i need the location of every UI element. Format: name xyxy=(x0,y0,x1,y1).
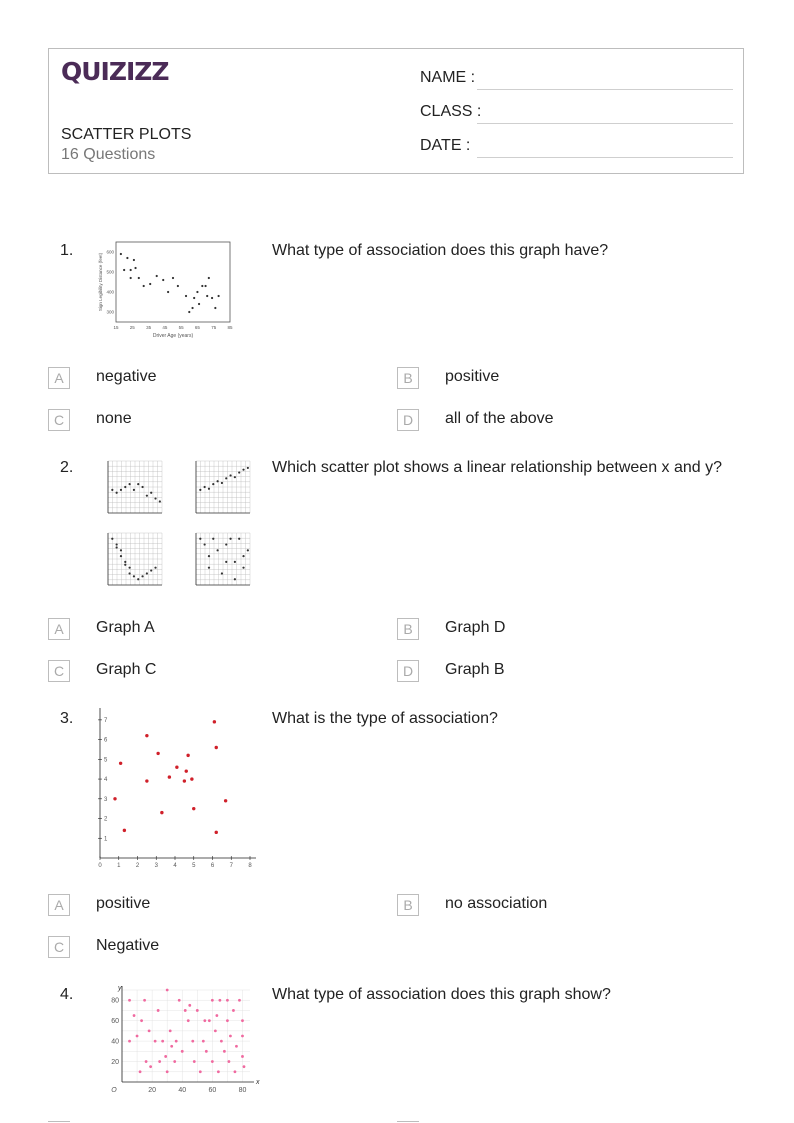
data-point xyxy=(193,1060,196,1063)
data-point xyxy=(215,746,218,749)
data-point xyxy=(234,1070,237,1073)
data-point xyxy=(204,285,206,287)
data-point xyxy=(199,489,201,491)
data-point xyxy=(220,1040,223,1043)
question-3-scatter-plot xyxy=(92,706,258,872)
data-point xyxy=(206,295,208,297)
data-point xyxy=(234,476,236,478)
data-point xyxy=(208,488,210,490)
x-tick-label: 85 xyxy=(227,325,233,330)
data-point xyxy=(229,474,231,476)
option-letter-box[interactable]: A xyxy=(48,367,70,389)
data-point xyxy=(130,277,132,279)
data-point xyxy=(208,567,210,569)
data-point xyxy=(192,807,195,810)
data-point xyxy=(185,769,188,772)
x-tick-label: 1 xyxy=(117,863,121,869)
question-number: 3. xyxy=(60,710,74,727)
y-tick-label: 20 xyxy=(111,1059,119,1067)
data-point xyxy=(229,538,231,540)
data-point xyxy=(184,1009,187,1012)
data-point xyxy=(116,492,118,494)
data-point xyxy=(221,482,223,484)
y-axis-label: Sign Legibility Distance (feet) xyxy=(98,252,103,312)
data-point xyxy=(149,1065,152,1068)
data-point xyxy=(204,486,206,488)
data-point xyxy=(224,799,227,802)
data-point xyxy=(234,578,236,580)
data-point xyxy=(133,1014,136,1017)
x-tick-label: 3 xyxy=(154,863,158,869)
data-point xyxy=(111,489,113,491)
data-point xyxy=(120,555,122,557)
data-point xyxy=(226,999,229,1002)
option-letter-box[interactable]: D xyxy=(397,660,419,682)
data-point xyxy=(188,311,190,313)
data-point xyxy=(124,486,126,488)
data-point xyxy=(241,1035,244,1038)
data-point xyxy=(146,572,148,574)
data-point xyxy=(208,555,210,557)
x-tick-label: 40 xyxy=(178,1087,187,1094)
question-number: 4. xyxy=(60,986,74,1003)
data-point xyxy=(203,1019,206,1022)
data-point xyxy=(170,1045,173,1048)
x-tick-label: 20 xyxy=(148,1087,157,1094)
data-point xyxy=(196,291,198,293)
question-1-scatter-plot xyxy=(96,238,236,342)
data-point xyxy=(160,811,163,814)
option-text[interactable]: Graph A xyxy=(96,619,155,636)
data-point xyxy=(247,467,249,469)
data-point xyxy=(181,1050,184,1053)
option-letter-box[interactable]: C xyxy=(48,660,70,682)
data-point xyxy=(221,572,223,574)
data-point xyxy=(205,1050,208,1053)
data-point xyxy=(191,1040,194,1043)
data-point xyxy=(126,257,128,259)
class-label: CLASS : xyxy=(420,103,482,120)
data-point xyxy=(140,1019,143,1022)
data-point xyxy=(247,549,249,551)
data-point xyxy=(214,307,216,309)
option-text[interactable]: all of the above xyxy=(445,410,554,427)
data-point xyxy=(208,277,210,279)
question-count: 16 Questions xyxy=(61,146,156,163)
data-point xyxy=(204,543,206,545)
data-point xyxy=(128,1040,131,1043)
data-point xyxy=(148,1029,151,1032)
data-point xyxy=(212,538,214,540)
name-label: NAME : xyxy=(420,69,476,86)
x-tick-label: 15 xyxy=(113,325,119,330)
data-point xyxy=(124,564,126,566)
data-point xyxy=(120,489,122,491)
y-tick-label: 60 xyxy=(111,1018,119,1026)
option-text[interactable]: positive xyxy=(96,895,151,912)
data-point xyxy=(113,797,116,800)
data-point xyxy=(167,291,169,293)
data-point xyxy=(243,1065,246,1068)
option-letter-box[interactable]: C xyxy=(48,936,70,958)
data-point xyxy=(120,253,122,255)
option-letter-box[interactable]: C xyxy=(48,409,70,431)
name-field[interactable] xyxy=(477,89,733,90)
data-point xyxy=(150,569,152,571)
data-point xyxy=(145,779,148,782)
data-point xyxy=(161,1040,164,1043)
data-point xyxy=(143,285,145,287)
data-point xyxy=(190,777,193,780)
question-text: Which scatter plot shows a linear relationship between x and y? xyxy=(272,459,723,476)
quizizz-logo: QUIZIZZ xyxy=(61,57,169,86)
graph-b-scatter xyxy=(188,458,256,520)
data-point xyxy=(166,1070,169,1073)
data-point xyxy=(183,779,186,782)
data-point xyxy=(145,734,148,737)
data-point xyxy=(208,1019,211,1022)
data-point xyxy=(218,295,220,297)
y-tick-label: 1 xyxy=(104,836,108,843)
data-point xyxy=(139,1070,142,1073)
question-number: 2. xyxy=(60,459,74,476)
data-point xyxy=(199,538,201,540)
graph-d-scatter xyxy=(188,530,256,592)
data-point xyxy=(154,497,156,499)
data-point xyxy=(199,1070,202,1073)
data-point xyxy=(178,999,181,1002)
question-4-scatter-plot xyxy=(96,982,260,1100)
data-point xyxy=(156,752,159,755)
worksheet-header xyxy=(48,48,744,174)
x-axis-label: x xyxy=(256,1079,260,1086)
data-point xyxy=(154,567,156,569)
data-point xyxy=(238,538,240,540)
data-point xyxy=(138,277,140,279)
option-text[interactable]: Graph C xyxy=(96,661,157,678)
data-point xyxy=(137,578,139,580)
y-axis-label: y xyxy=(118,985,122,992)
data-point xyxy=(133,259,135,261)
data-point xyxy=(185,295,187,297)
option-text[interactable]: Graph D xyxy=(445,619,506,636)
data-point xyxy=(136,1035,139,1038)
data-point xyxy=(238,999,241,1002)
data-point xyxy=(218,999,221,1002)
data-point xyxy=(137,483,139,485)
data-point xyxy=(116,546,118,548)
data-point xyxy=(201,285,203,287)
data-point xyxy=(211,1060,214,1063)
data-point xyxy=(169,1029,172,1032)
data-point xyxy=(154,1040,157,1043)
data-point xyxy=(232,1009,235,1012)
data-point xyxy=(211,297,213,299)
data-point xyxy=(198,303,200,305)
graph-c-scatter xyxy=(100,530,168,592)
x-tick-label: 4 xyxy=(173,863,177,869)
x-tick-label: 75 xyxy=(211,325,217,330)
graph-a-scatter xyxy=(100,458,168,520)
data-point xyxy=(238,471,240,473)
data-point xyxy=(235,1045,238,1048)
data-point xyxy=(177,285,179,287)
date-field[interactable] xyxy=(477,157,733,158)
option-text[interactable]: none xyxy=(96,410,132,427)
data-point xyxy=(158,1060,161,1063)
data-point xyxy=(166,989,169,992)
option-letter-box-partial xyxy=(397,1121,419,1122)
y-tick-label: 500 xyxy=(106,269,114,275)
option-letter-box[interactable]: D xyxy=(397,409,419,431)
option-text[interactable]: Negative xyxy=(96,937,160,954)
data-point xyxy=(215,831,218,834)
data-point xyxy=(129,483,131,485)
data-point xyxy=(156,275,158,277)
data-point xyxy=(146,495,148,497)
data-point xyxy=(133,575,135,577)
option-letter-box[interactable]: A xyxy=(48,618,70,640)
option-text[interactable]: negative xyxy=(96,368,157,385)
data-point xyxy=(196,1009,199,1012)
data-point xyxy=(217,480,219,482)
x-tick-label: 0 xyxy=(98,863,102,869)
option-text[interactable]: no association xyxy=(445,895,548,912)
data-point xyxy=(143,999,146,1002)
y-tick-label: 6 xyxy=(104,737,108,744)
data-point xyxy=(213,720,216,723)
data-point xyxy=(168,775,171,778)
data-point xyxy=(226,1019,229,1022)
data-point xyxy=(225,543,227,545)
x-tick-label: 55 xyxy=(178,325,184,330)
data-point xyxy=(159,500,161,502)
y-tick-label: 2 xyxy=(104,816,108,823)
option-letter-box[interactable]: B xyxy=(397,894,419,916)
data-point xyxy=(241,1019,244,1022)
data-point xyxy=(186,754,189,757)
y-tick-label: 600 xyxy=(106,249,114,255)
x-tick-label: 7 xyxy=(229,863,233,869)
data-point xyxy=(172,277,174,279)
data-point xyxy=(202,1040,205,1043)
data-point xyxy=(225,561,227,563)
data-point xyxy=(145,1060,148,1063)
x-tick-label: 25 xyxy=(129,325,135,330)
date-label: DATE : xyxy=(420,137,471,154)
data-point xyxy=(173,1060,176,1063)
data-point xyxy=(120,549,122,551)
option-text[interactable]: positive xyxy=(445,368,500,385)
x-tick-label: 45 xyxy=(162,325,168,330)
x-tick-label: 35 xyxy=(146,325,152,330)
question-text: What is the type of association? xyxy=(272,710,498,727)
y-tick-label: 40 xyxy=(111,1038,119,1046)
data-point xyxy=(223,1050,226,1053)
data-point xyxy=(149,283,151,285)
x-tick-label: 5 xyxy=(192,863,196,869)
option-text[interactable]: Graph B xyxy=(445,661,505,678)
data-point xyxy=(241,1055,244,1058)
data-point xyxy=(162,279,164,281)
option-letter-box[interactable]: B xyxy=(397,618,419,640)
y-tick-label: 300 xyxy=(106,309,114,315)
data-point xyxy=(119,762,122,765)
question-text: What type of association does this graph show? xyxy=(272,986,611,1003)
question-text: What type of association does this graph have? xyxy=(272,242,609,259)
data-point xyxy=(123,269,125,271)
data-point xyxy=(211,999,214,1002)
data-point xyxy=(242,469,244,471)
y-tick-label: 7 xyxy=(104,717,108,724)
data-point xyxy=(214,1029,217,1032)
data-point xyxy=(187,1019,190,1022)
class-field[interactable] xyxy=(477,123,733,124)
data-point xyxy=(130,269,132,271)
question-number: 1. xyxy=(60,242,74,259)
data-point xyxy=(242,555,244,557)
x-tick-label: 60 xyxy=(208,1087,217,1094)
x-tick-label: O xyxy=(111,1087,117,1094)
data-point xyxy=(116,543,118,545)
x-tick-label: 8 xyxy=(248,863,252,869)
option-letter-box[interactable]: B xyxy=(397,367,419,389)
y-tick-label: 3 xyxy=(104,796,108,803)
data-point xyxy=(141,486,143,488)
data-point xyxy=(242,567,244,569)
data-point xyxy=(133,489,135,491)
x-tick-label: 6 xyxy=(210,863,215,869)
data-point xyxy=(134,267,136,269)
data-point xyxy=(129,567,131,569)
data-point xyxy=(193,297,195,299)
data-point xyxy=(228,1060,231,1063)
y-tick-label: 5 xyxy=(104,757,108,764)
data-point xyxy=(129,572,131,574)
data-point xyxy=(123,829,126,832)
data-point xyxy=(212,483,214,485)
data-point xyxy=(124,561,126,563)
data-point xyxy=(217,1070,220,1073)
data-point xyxy=(157,1009,160,1012)
data-point xyxy=(175,1040,178,1043)
worksheet-title: SCATTER PLOTS xyxy=(61,126,192,143)
data-point xyxy=(215,1014,218,1017)
data-point xyxy=(175,766,178,769)
data-point xyxy=(164,1055,167,1058)
y-tick-label: 4 xyxy=(104,777,108,784)
option-letter-box[interactable]: A xyxy=(48,894,70,916)
plot-frame xyxy=(116,242,230,322)
x-tick-label: 2 xyxy=(135,863,140,869)
option-letter-box-partial xyxy=(48,1121,70,1122)
data-point xyxy=(128,999,131,1002)
x-tick-label: 65 xyxy=(194,325,200,330)
data-point xyxy=(191,307,193,309)
data-point xyxy=(150,492,152,494)
data-point xyxy=(141,575,143,577)
x-axis-label: Driver Age (years) xyxy=(152,333,194,339)
data-point xyxy=(111,538,113,540)
data-point xyxy=(229,1035,232,1038)
y-tick-label: 400 xyxy=(106,289,114,295)
x-tick-label: 80 xyxy=(238,1087,247,1094)
data-point xyxy=(234,561,236,563)
y-tick-label: 80 xyxy=(111,997,119,1005)
data-point xyxy=(225,477,227,479)
data-point xyxy=(188,1004,191,1007)
data-point xyxy=(217,549,219,551)
